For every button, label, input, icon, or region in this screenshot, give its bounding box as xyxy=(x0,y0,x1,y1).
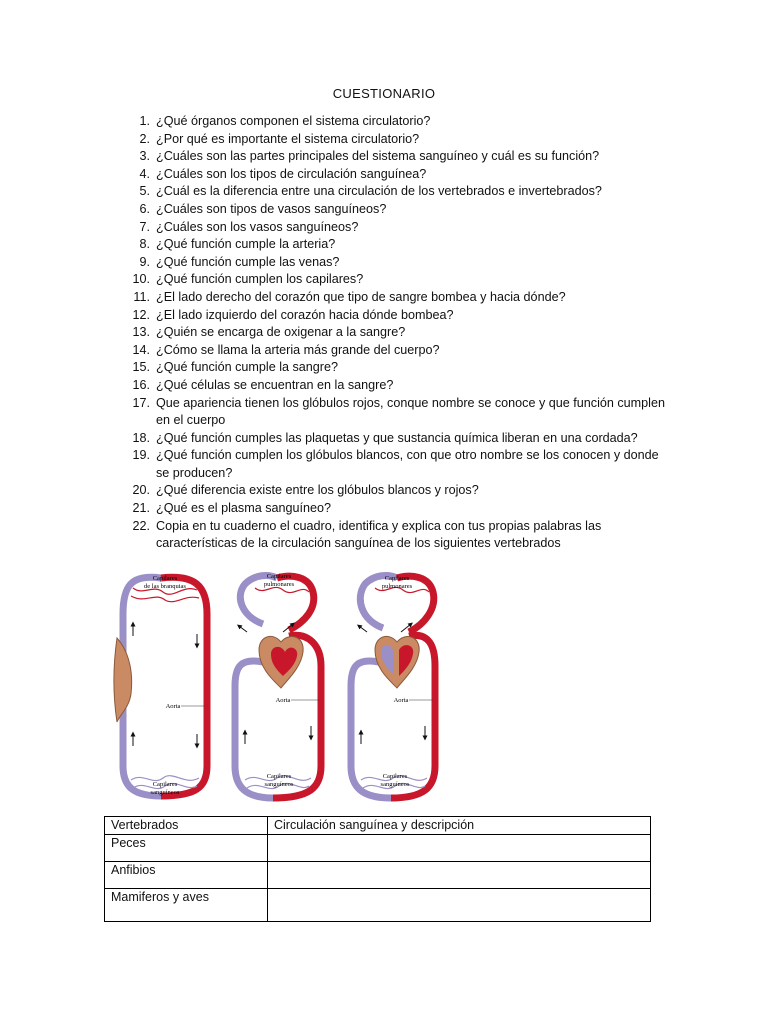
question-number: 13. xyxy=(132,325,150,340)
question-text: ¿Qué diferencia existe entre los glóbulos blancos y rojos? xyxy=(156,483,479,498)
body-capillaries-label-1: Capilares xyxy=(152,781,178,788)
question-number: 3. xyxy=(139,149,150,164)
table-cell-description xyxy=(268,889,651,922)
table-header-circulacion: Circulación sanguínea y descripción xyxy=(268,817,651,835)
table-cell-group: Mamiferos y aves xyxy=(105,889,268,922)
circulation-diagrams-figure xyxy=(113,566,453,806)
vertebrates-table xyxy=(104,816,651,922)
question-number: 4. xyxy=(139,166,150,181)
question-item xyxy=(106,201,666,219)
body-capillaries-label-2: sanguíneos xyxy=(150,789,180,796)
question-number: 10. xyxy=(132,272,150,287)
question-text: ¿Qué función cumplen los capilares? xyxy=(156,272,364,287)
question-number: 7. xyxy=(139,219,150,234)
table-row xyxy=(105,889,651,922)
amphibian-circulation-diagram xyxy=(235,573,321,798)
question-number: 5. xyxy=(139,184,150,199)
question-item xyxy=(106,395,666,430)
question-number: 8. xyxy=(139,237,150,252)
aorta-label: Aorta xyxy=(275,697,291,704)
question-text: ¿Qué órganos componen el sistema circulatorio? xyxy=(156,114,431,128)
question-text: ¿Por qué es importante el sistema circulatorio? xyxy=(156,131,420,146)
question-item xyxy=(106,500,666,518)
heart-shape xyxy=(114,638,132,722)
question-number: 22. xyxy=(132,518,150,533)
question-item xyxy=(106,148,666,166)
lung-capillaries-label-2: pulmonares xyxy=(381,583,413,590)
lung-capillaries-label-1: Capilares xyxy=(266,573,292,580)
lung-capillaries-label-2: pulmonares xyxy=(263,581,295,588)
question-text: ¿Qué función cumple la sangre? xyxy=(156,360,339,375)
question-item xyxy=(106,254,666,272)
question-text: ¿El lado derecho del corazón que tipo de sangre bombea y hacia dónde? xyxy=(156,289,566,304)
lung-capillaries-label-1: Capilares xyxy=(384,575,410,582)
question-item xyxy=(106,271,666,289)
question-text: Copia en tu cuaderno el cuadro, identifica y explica con tus propias palabras las características de la circulación sanguínea de los siguientes vertebrados xyxy=(156,518,602,551)
question-item xyxy=(106,342,666,360)
question-text: ¿Cuáles son tipos de vasos sanguíneos? xyxy=(156,201,387,216)
question-number: 2. xyxy=(139,131,150,146)
question-item xyxy=(106,219,666,237)
body-capillaries-label-2: sanguíneos xyxy=(380,781,410,788)
oxygenated-vessel xyxy=(161,577,207,796)
page-title: CUESTIONARIO xyxy=(332,86,436,101)
question-item xyxy=(106,377,666,395)
question-number: 21. xyxy=(132,501,150,516)
question-number: 11. xyxy=(133,289,150,304)
question-item xyxy=(106,430,666,448)
question-number: 18. xyxy=(132,430,150,445)
question-number: 9. xyxy=(139,254,150,269)
question-item xyxy=(106,166,666,184)
question-number: 12. xyxy=(132,307,150,322)
body-capillaries-label-1: Capilares xyxy=(382,773,408,780)
question-number: 17. xyxy=(132,395,150,410)
flow-arrow xyxy=(239,626,247,632)
question-item xyxy=(106,307,666,325)
aorta-label: Aorta xyxy=(393,697,409,704)
question-text: ¿El lado izquierdo del corazón hacia dónde bombea? xyxy=(156,307,454,322)
body-capillaries-label-1: Capilares xyxy=(266,773,292,780)
question-number: 16. xyxy=(132,377,150,392)
question-item xyxy=(106,482,666,500)
aorta-label: Aorta xyxy=(165,703,181,710)
fish-circulation-diagram xyxy=(114,575,207,796)
table-row xyxy=(105,835,651,862)
question-text: ¿Qué células se encuentran en la sangre? xyxy=(156,377,394,392)
question-text: ¿Qué función cumples las plaquetas y que sustancia química liberan en una cordada? xyxy=(156,430,638,445)
question-number: 20. xyxy=(132,483,150,498)
lung-capillaries xyxy=(255,587,309,592)
table-cell-group: Peces xyxy=(105,835,268,862)
question-item xyxy=(106,236,666,254)
gill-capillaries-label-2: de las branquias xyxy=(144,583,186,590)
question-text: ¿Qué función cumplen los glóbulos blancos, con que otro nombre se los conocen y donde se producen? xyxy=(156,448,659,480)
questionnaire-list xyxy=(106,113,666,553)
question-text: ¿Qué función cumple las venas? xyxy=(156,254,340,269)
heart-shape xyxy=(375,636,419,688)
gill-capillaries-label-1: Capilares xyxy=(152,575,178,582)
question-number: 6. xyxy=(139,201,150,216)
table-row xyxy=(105,862,651,889)
circulation-diagrams-svg xyxy=(113,566,453,806)
question-item xyxy=(106,183,666,201)
question-item xyxy=(106,359,666,377)
table-cell-group: Anfibios xyxy=(105,862,268,889)
question-item xyxy=(106,289,666,307)
question-item xyxy=(106,447,666,482)
gill-capillaries xyxy=(131,588,199,602)
question-number: 19. xyxy=(132,448,150,463)
question-item xyxy=(106,113,666,131)
question-text: ¿Qué es el plasma sanguíneo? xyxy=(156,501,332,516)
table-header-row xyxy=(105,817,651,835)
table-cell-description xyxy=(268,835,651,862)
question-number: 14. xyxy=(132,342,150,357)
question-item xyxy=(106,324,666,342)
question-item xyxy=(106,518,666,553)
mammal-bird-circulation-diagram xyxy=(351,575,435,798)
question-number: 15. xyxy=(132,360,150,375)
question-number: 1. xyxy=(139,114,150,128)
body-capillaries-label-2: sanguíneos xyxy=(264,781,294,788)
question-text: ¿Cuál es la diferencia entre una circulación de los vertebrados e invertebrados? xyxy=(156,184,602,199)
question-text: ¿Cómo se llama la arteria más grande del cuerpo? xyxy=(156,342,440,357)
table-header-vertebrados: Vertebrados xyxy=(105,817,268,835)
question-text: ¿Cuáles son las partes principales del sistema sanguíneo y cuál es su función? xyxy=(156,149,600,164)
question-text: ¿Cuáles son los tipos de circulación sanguínea? xyxy=(156,166,427,181)
question-text: ¿Quién se encarga de oxigenar a la sangre? xyxy=(156,325,406,340)
question-item xyxy=(106,131,666,149)
question-text: ¿Cuáles son los vasos sanguíneos? xyxy=(156,219,359,234)
table-cell-description xyxy=(268,862,651,889)
flow-arrow xyxy=(359,626,367,632)
question-text: ¿Qué función cumple la arteria? xyxy=(156,237,336,252)
question-text: Que apariencia tienen los glóbulos rojos, conque nombre se conoce y que función cumplen en el cuerpo xyxy=(156,395,665,428)
